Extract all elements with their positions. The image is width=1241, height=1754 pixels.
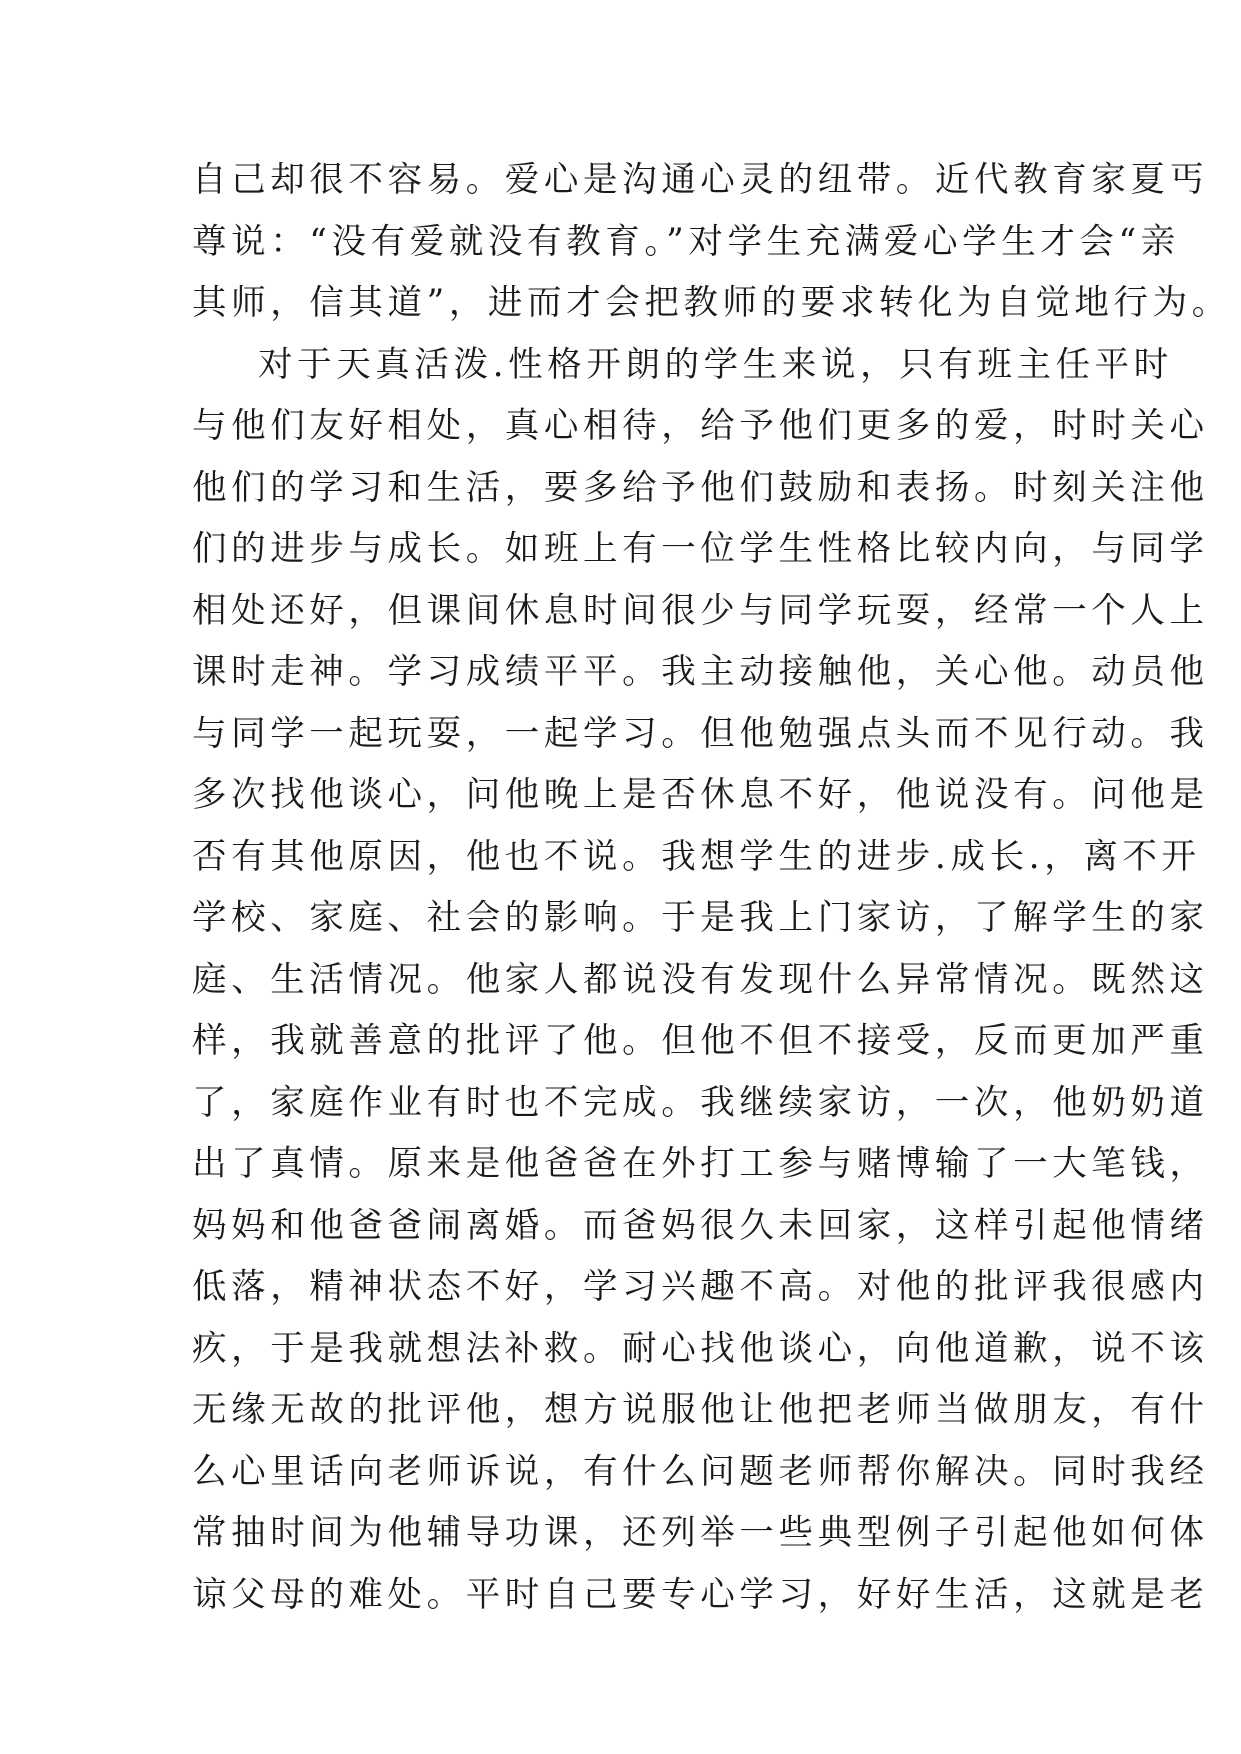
- text-line: 么心里话向老师诉说，有什么问题老师帮你解决。同时我经: [192, 1451, 1209, 1492]
- text-line: 无缘无故的批评他，想方说服他让他把老师当做朋友，有什: [192, 1390, 1209, 1430]
- text-line: 们的进步与成长。如班上有一位学生性格比较内向，与同学: [192, 529, 1209, 569]
- text-line: 常抽时间为他辅导功课，还列举一些典型例子引起他如何体: [192, 1513, 1209, 1553]
- text-line: 疚，于是我就想法补救。耐心找他谈心，向他道歉，说不该: [192, 1328, 1209, 1369]
- text-line: 课时走神。学习成绩平平。我主动接触他，关心他。动员他: [192, 652, 1209, 692]
- paragraph-first-line: 对于天真活泼.性格开朗的学生来说，只有班主任平时: [258, 344, 1173, 385]
- text-line: 样，我就善意的批评了他。但他不但不接受，反而更加严重: [192, 1021, 1209, 1061]
- text-line: 与同学一起玩耍，一起学习。但他勉强点头而不见行动。我: [192, 713, 1209, 754]
- text-line: 自己却很不容易。爱心是沟通心灵的纽带。近代教育家夏丐: [192, 160, 1209, 200]
- text-line: 他们的学习和生活，要多给予他们鼓励和表扬。时刻关注他: [192, 467, 1209, 508]
- text-line: 尊说：“没有爱就没有教育。”对学生充满爱心学生才会“亲: [192, 221, 1180, 262]
- text-line: 妈妈和他爸爸闹离婚。而爸妈很久未回家，这样引起他情绪: [192, 1205, 1209, 1246]
- text-line: 出了真情。原来是他爸爸在外打工参与赌博输了一大笔钱，: [192, 1144, 1209, 1184]
- text-line: 其师，信其道”，进而才会把教师的要求转化为自觉地行为。: [192, 283, 1231, 323]
- text-line: 相处还好，但课间休息时间很少与同学玩耍，经常一个人上: [192, 590, 1209, 631]
- text-line: 学校、家庭、社会的影响。于是我上门家访，了解学生的家: [192, 898, 1209, 938]
- body-text: [192, 150, 1231, 1626]
- text-line: 庭、生活情况。他家人都说没有发现什么异常情况。既然这: [192, 959, 1209, 1000]
- text-line: 否有其他原因，他也不说。我想学生的进步.成长.，离不开: [192, 836, 1201, 877]
- text-line: 多次找他谈心，问他晚上是否休息不好，他说没有。问他是: [192, 775, 1209, 815]
- text-line: 谅父母的难处。平时自己要专心学习，好好生活，这就是老: [192, 1574, 1209, 1615]
- text-line: 低落，精神状态不好，学习兴趣不高。对他的批评我很感内: [192, 1267, 1209, 1307]
- text-line: 与他们友好相处，真心相待，给予他们更多的爱，时时关心: [192, 406, 1209, 446]
- text-line: 了，家庭作业有时也不完成。我继续家访，一次，他奶奶道: [192, 1082, 1209, 1123]
